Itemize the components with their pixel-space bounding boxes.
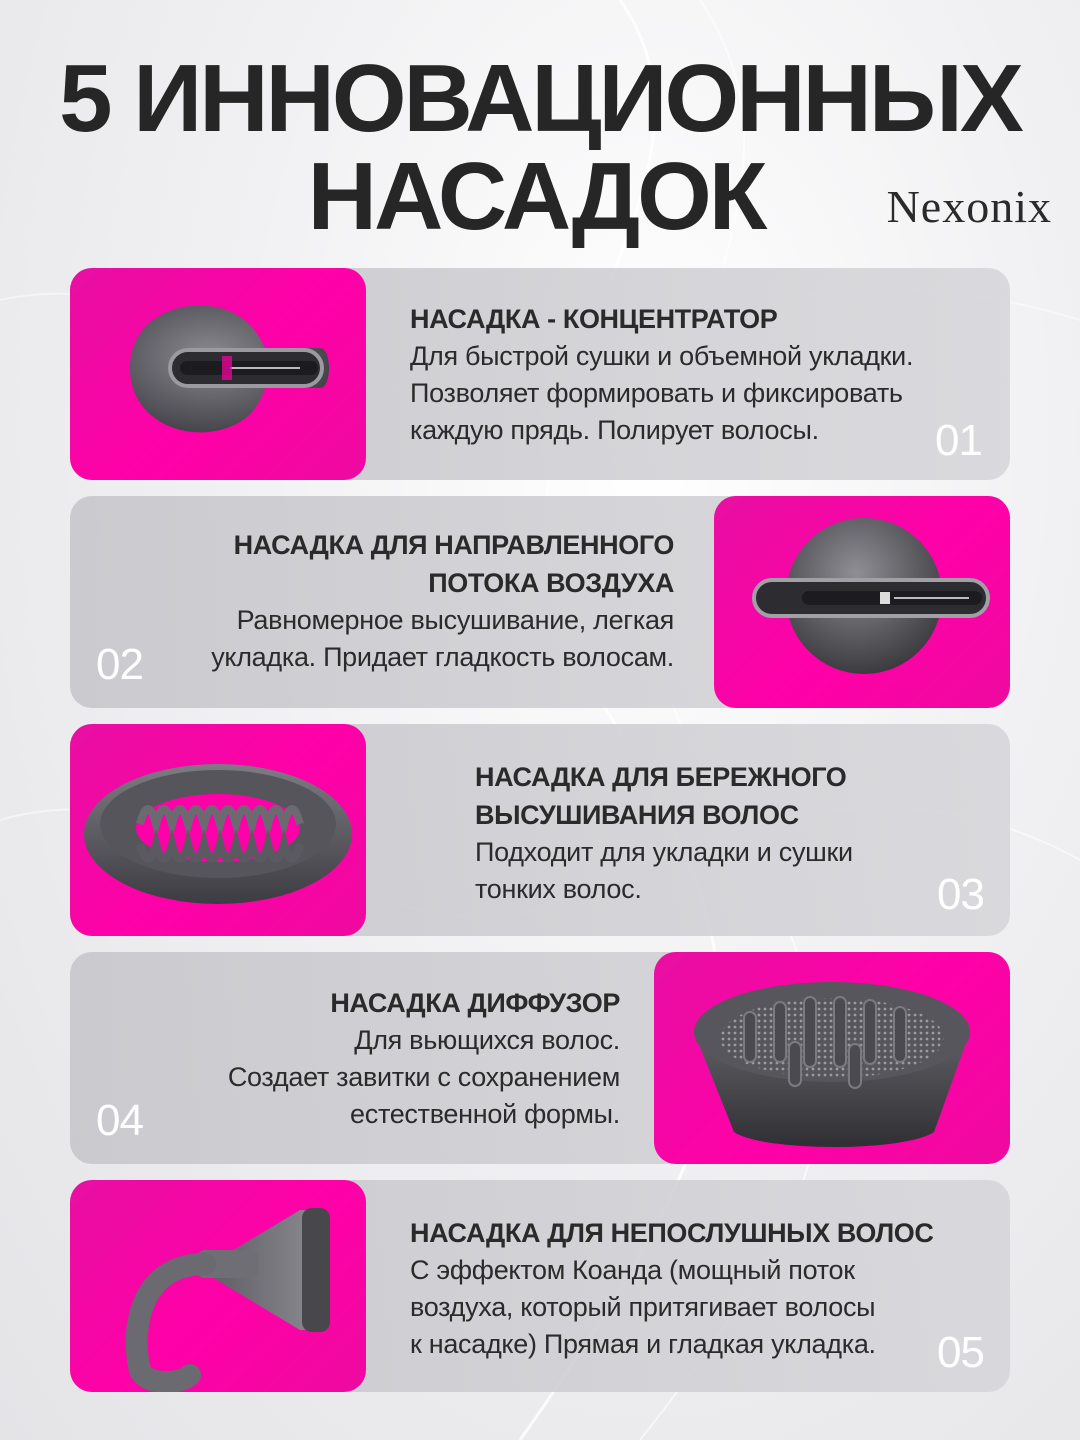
desc-line: тонких волос. <box>475 874 642 904</box>
nozzle-4-heading <box>100 984 620 1022</box>
heading-line: НАСАДКА ДЛЯ НАПРАВЛЕННОГО <box>233 530 674 560</box>
nozzle-1-heading <box>410 300 990 338</box>
desc-line: каждую прядь. Полирует волосы. <box>410 415 819 445</box>
heading-line: НАСАДКА ДИФФУЗОР <box>330 988 620 1018</box>
desc-line: Для быстрой сушки и объемной укладки. <box>410 341 914 371</box>
nozzle-1-description <box>410 338 990 449</box>
nozzle-card-3 <box>70 724 1010 936</box>
desc-line: Равномерное высушивание, легкая <box>236 605 674 635</box>
diffuser-nozzle-icon <box>654 952 1010 1164</box>
title-line-1: 5 ИННОВАЦИОННЫХ <box>59 45 1021 152</box>
desc-line: Подходит для укладки и сушки <box>475 837 853 867</box>
item-number: 02 <box>96 640 143 689</box>
nozzle-5-heading <box>410 1214 990 1252</box>
flyaway-coanda-nozzle-icon <box>70 1180 366 1392</box>
nozzle-2-description <box>100 602 674 676</box>
desc-line: С эффектом Коанда (мощный поток <box>410 1255 855 1285</box>
brand-logo: Nexonix <box>886 181 1052 232</box>
nozzle-2-heading <box>100 526 674 602</box>
nozzle-5-description <box>410 1252 990 1363</box>
concentrator-nozzle-icon <box>70 268 366 480</box>
desc-line: естественной формы. <box>350 1099 620 1129</box>
nozzle-card-1 <box>70 268 1010 480</box>
desc-line: укладка. Придает гладкость волосам. <box>211 642 674 672</box>
nozzle-3-heading <box>475 758 995 834</box>
nozzle-4-description <box>100 1022 620 1133</box>
heading-line: ПОТОКА ВОЗДУХА <box>428 568 674 598</box>
desc-line: Создает завитки с сохранением <box>227 1062 620 1092</box>
desc-line: Позволяет формировать и фиксировать <box>410 378 903 408</box>
heading-line: НАСАДКА - КОНЦЕНТРАТОР <box>410 304 778 334</box>
heading-line: ВЫСУШИВАНИЯ ВОЛОС <box>475 800 799 830</box>
heading-line: НАСАДКА ДЛЯ НЕПОСЛУШНЫХ ВОЛОС <box>410 1218 934 1248</box>
desc-line: Для вьющихся волос. <box>354 1025 620 1055</box>
nozzle-card-4 <box>70 952 1010 1164</box>
nozzle-card-2 <box>70 496 1010 708</box>
directed-airflow-nozzle-icon <box>714 496 1010 708</box>
nozzle-card-5 <box>70 1180 1010 1392</box>
nozzle-3-description <box>475 834 995 908</box>
item-number: 03 <box>937 870 984 919</box>
title-line-2: НАСАДОК <box>307 143 765 250</box>
gentle-dry-nozzle-icon <box>70 724 366 936</box>
desc-line: к насадке) Прямая и гладкая укладка. <box>410 1329 876 1359</box>
item-number: 01 <box>935 416 982 465</box>
item-number: 05 <box>937 1328 984 1377</box>
heading-line: НАСАДКА ДЛЯ БЕРЕЖНОГО <box>475 762 847 792</box>
desc-line: воздуха, который притягивает волосы <box>410 1292 876 1322</box>
item-number: 04 <box>96 1096 143 1145</box>
